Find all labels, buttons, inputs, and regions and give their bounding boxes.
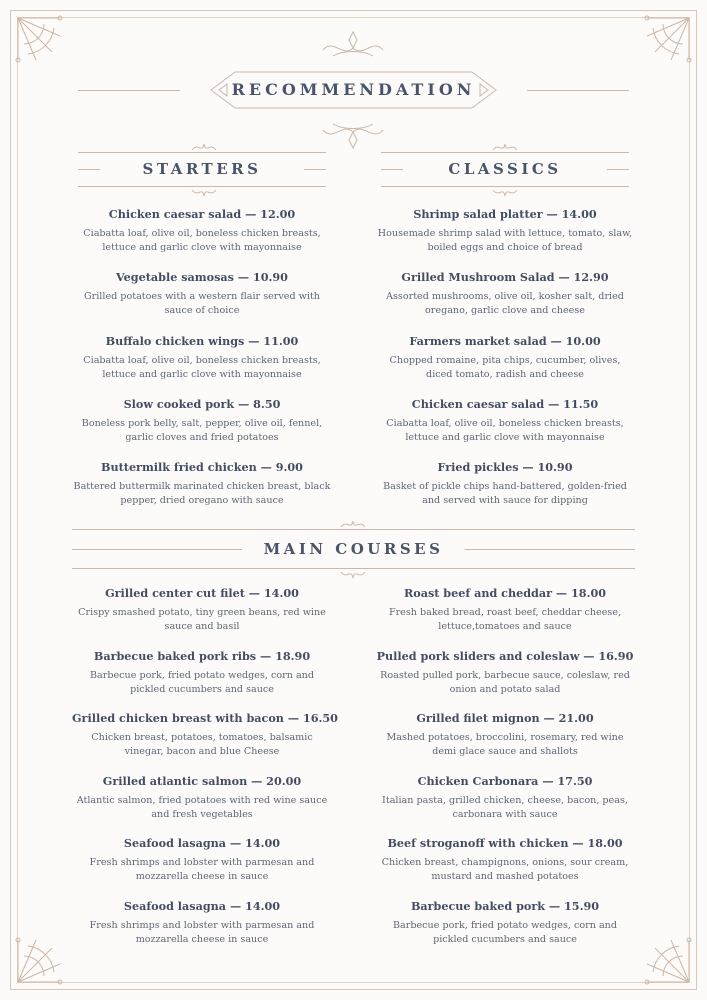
menu-item-desc: Italian pasta, grilled chicken, cheese, bacon, peas, carbonara with sauce [382, 795, 628, 820]
menu-item-name: Seafood lasagna — 14.00 [123, 899, 281, 913]
menu-item [72, 586, 332, 634]
main-left-list [72, 0, 338, 960]
menu-item-name: Slow cooked pork — 8.50 [123, 397, 281, 411]
menu-item [375, 586, 635, 634]
main-right-list [375, 0, 635, 960]
menu-item-name: Chicken caesar salad — 12.00 [108, 207, 296, 221]
menu-item-desc: Housemade shrimp salad with lettuce, tomato, slaw, boiled eggs and choice of bread [377, 228, 633, 253]
menu-item-desc: Barbecue pork, fried potato wedges, corn and pickled cucumbers and sauce [90, 670, 314, 695]
menu-item-desc: Chicken breast, potatoes, tomatoes, balsamic vinegar, bacon and blue Cheese [91, 732, 313, 757]
menu-item-desc: Ciabatta loaf, olive oil, boneless chicken breasts, lettuce and garlic clove with mayonnaise [386, 418, 624, 443]
menu-item-name: Chicken caesar salad — 11.50 [411, 397, 599, 411]
menu-item-name: Barbecue baked pork ribs — 18.90 [93, 649, 311, 663]
menu-item-desc: Mashed potatoes, broccolini, rosemary, red wine demi glace sauce and shallots [386, 732, 624, 757]
menu-item-name: Fried pickles — 10.90 [437, 460, 573, 474]
corner-ornament-icon [633, 14, 693, 74]
menu-item-name: Grilled chicken breast with bacon — 16.50 [72, 711, 338, 725]
menu-item-desc: Grilled potatoes with a western flair served with sauce of choice [83, 291, 320, 316]
menu-item-desc: Chopped romaine, pita chips, cucumber, olives, diced tomato, radish and cheese [389, 355, 621, 380]
menu-item [375, 836, 635, 884]
menu-item-name: Grilled filet mignon — 21.00 [416, 711, 594, 725]
menu-item [72, 836, 332, 884]
menu-item-name: Grilled atlantic salmon — 20.00 [102, 774, 302, 788]
corner-ornament-icon [14, 14, 74, 74]
menu-item-name: Roast beef and cheddar — 18.00 [403, 586, 607, 600]
menu-item-name: Buttermilk fried chicken — 9.00 [101, 460, 303, 474]
menu-item-desc: Ciabatta loaf, olive oil, boneless chicken breasts, lettuce and garlic clove with mayonnaise [83, 228, 321, 253]
menu-item-name: Pulled pork sliders and coleslaw — 16.90 [376, 649, 634, 663]
menu-item-name: Vegetable samosas — 10.90 [116, 270, 288, 284]
menu-item-desc: Battered buttermilk marinated chicken breast, black pepper, dried oregano with sauce [73, 481, 331, 506]
menu-item-desc: Boneless pork belly, salt, pepper, olive oil, fennel, garlic cloves and fried potatoes [81, 418, 323, 443]
menu-item [72, 649, 332, 697]
menu-item [375, 774, 635, 822]
menu-item-desc: Basket of pickle chips hand-battered, golden-fried and served with sauce for dipping [383, 481, 627, 506]
menu-item-desc: Roasted pulled pork, barbecue sauce, coleslaw, red onion and potato salad [380, 670, 630, 695]
main-courses-title: MAIN COURSES [263, 540, 444, 558]
menu-item-desc: Fresh baked bread, roast beef, cheddar cheese, lettuce,tomatoes and sauce [388, 607, 622, 632]
menu-item-name: Beef stroganoff with chicken — 18.00 [387, 836, 623, 850]
menu-item-desc: Crispy smashed potato, tiny green beans, red wine sauce and basil [78, 607, 326, 632]
menu-item-desc: Fresh shrimps and lobster with parmesan and mozzarella cheese in sauce [89, 857, 315, 882]
menu-item-name: Farmers market salad — 10.00 [409, 334, 601, 348]
menu-item [375, 711, 635, 759]
menu-item [375, 899, 635, 947]
menu-item-name: Grilled center cut filet — 14.00 [105, 586, 299, 600]
menu-item [72, 711, 338, 759]
menu-item-desc: Atlantic salmon, fried potatoes with red wine sauce and fresh vegetables [76, 795, 328, 820]
section-flourish-icon [341, 517, 365, 529]
starters-title: STARTERS [142, 160, 262, 178]
section-flourish-icon [341, 570, 365, 582]
menu-item-desc: Ciabatta loaf, olive oil, boneless chicken breasts, lettuce and garlic clove with mayonnaise [83, 355, 321, 380]
menu-item-name: Barbecue baked pork — 15.90 [410, 899, 600, 913]
corner-ornament-icon [14, 926, 74, 986]
menu-item-name: Buffalo chicken wings — 11.00 [105, 334, 299, 348]
menu-item-desc: Fresh shrimps and lobster with parmesan and mozzarella cheese in sauce [89, 920, 315, 945]
classics-title: CLASSICS [448, 160, 562, 178]
menu-item-name: Shrimp salad platter — 14.00 [413, 207, 597, 221]
menu-item-name: Chicken Carbonara — 17.50 [417, 774, 593, 788]
menu-item-name: Seafood lasagna — 14.00 [123, 836, 281, 850]
menu-item-desc: Assorted mushrooms, olive oil, kosher salt, dried oregano, garlic clove and cheese [386, 291, 624, 316]
menu-item-desc: Chicken breast, champignons, onions, sour cream, mustard and mashed potatoes [381, 857, 629, 882]
menu-item-desc: Barbecue pork, fried potato wedges, corn and pickled cucumbers and sauce [393, 920, 617, 945]
menu-item [375, 649, 635, 697]
page-title: RECOMMENDATION [231, 80, 476, 99]
menu-item [72, 899, 332, 947]
menu-item [72, 774, 332, 822]
menu-item-name: Grilled Mushroom Salad — 12.90 [401, 270, 609, 284]
corner-ornament-icon [633, 926, 693, 986]
